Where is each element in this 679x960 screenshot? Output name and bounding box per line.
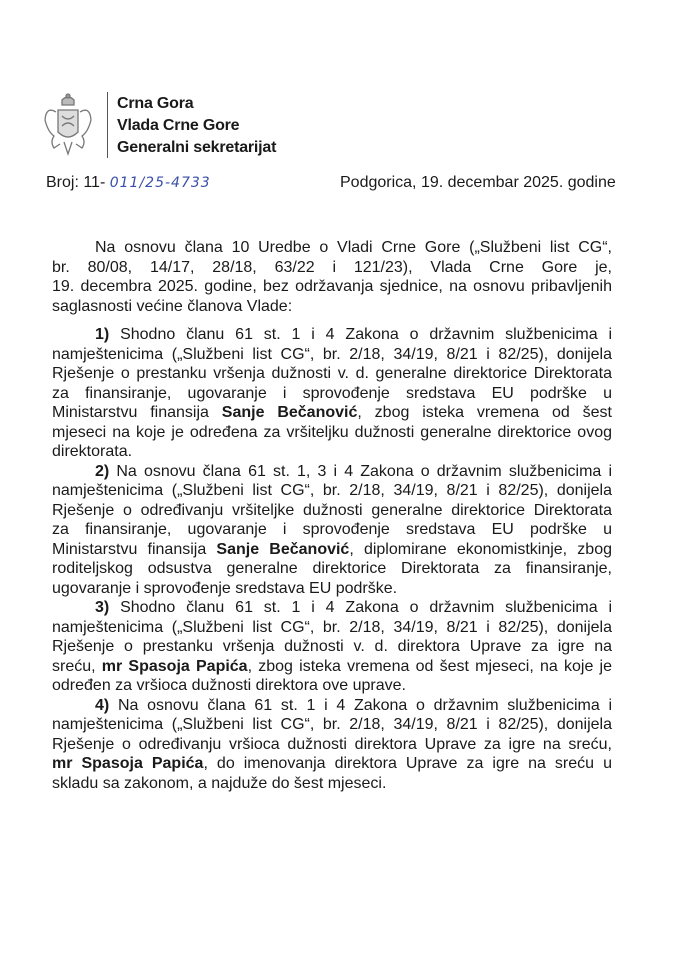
bold-text: mr Spasoja Papića bbox=[52, 755, 204, 772]
text-segment: određen za vršioca dužnosti direktora ove uprave. bbox=[52, 677, 406, 694]
text-line bbox=[52, 598, 612, 618]
bold-text: 4) bbox=[95, 696, 110, 714]
text-line bbox=[52, 579, 612, 599]
text-segment: Rješenje o prestanku vršenja dužnosti v. d. direktora Uprave za igre na bbox=[52, 638, 612, 655]
text-segment: namještenicima („Službeni list CG“, br. 2/18, 34/19, 8/21 i 82/25), donijela bbox=[52, 618, 612, 636]
text-segment: 19. decembra 2025. godine, bez održavanja sjednice, na osnovu pribavljenih bbox=[52, 278, 612, 295]
text-line bbox=[52, 403, 612, 423]
text-line bbox=[52, 325, 612, 345]
text-segment: saglasnosti većine članova Vlade: bbox=[52, 297, 293, 315]
text-line bbox=[52, 774, 612, 794]
text-line bbox=[52, 715, 612, 735]
bold-text: 1) bbox=[95, 326, 110, 343]
paragraph bbox=[52, 462, 612, 599]
text-segment: br. 80/08, 14/17, 28/18, 63/22 i 121/23), Vlada Crne Gore je, bbox=[52, 258, 612, 276]
bold-text: 3) bbox=[95, 599, 110, 616]
paragraph bbox=[52, 325, 612, 462]
text-segment: namještenicima („Službeni list CG“, br. 2/18, 34/19, 8/21 i 82/25), donijela bbox=[52, 716, 612, 733]
text-line bbox=[52, 735, 612, 755]
text-segment: Rješenje o prestanku vršenja dužnosti v. d. generalne direktorice Direktorata bbox=[52, 365, 612, 382]
text-segment: Na osnovu člana 61 st. 1 i 4 Zakona o državnim službenicima i bbox=[109, 696, 612, 714]
text-segment: roditeljskog odsustva generalne direktorice Direktorata za finansiranje, bbox=[52, 560, 612, 577]
paragraph bbox=[52, 238, 612, 316]
text-line bbox=[52, 297, 612, 317]
text-segment: za finansiranje, ugovaranje i sprovođenje sredstava EU podrške u bbox=[52, 521, 612, 538]
reference-number bbox=[46, 173, 211, 193]
place-date: Podgorica, 19. decembar 2025. godine bbox=[340, 174, 616, 191]
paragraph bbox=[52, 598, 612, 696]
text-line bbox=[52, 423, 612, 443]
text-line bbox=[52, 364, 612, 384]
text-segment: skladu sa zakonom, a najduže do šest mjeseci. bbox=[52, 774, 387, 792]
paragraph bbox=[52, 696, 612, 794]
text-line bbox=[52, 258, 612, 278]
text-line bbox=[52, 501, 612, 521]
coat-of-arms-icon bbox=[42, 92, 94, 158]
document-body bbox=[52, 238, 612, 793]
handwritten-number: 011/25-4733 bbox=[109, 175, 211, 191]
text-segment: ugovaranje i sprovođenje sredstava EU podrške. bbox=[52, 579, 398, 597]
text-line bbox=[52, 238, 612, 258]
text-segment: Rješenje o određivanju vršiteljke dužnosti generalne direktorice Direktorata bbox=[52, 501, 612, 519]
reference-label: Broj: 11- bbox=[46, 174, 106, 191]
text-segment: za finansiranje, ugovaranje i sprovođenje sredstava EU podrške u bbox=[52, 384, 612, 402]
text-segment: Shodno članu 61 st. 1 i 4 Zakona o državnim službenicima i bbox=[109, 326, 612, 343]
text-segment: namještenicima („Službeni list CG“, br. 2/18, 34/19, 8/21 i 82/25), donijela bbox=[52, 345, 612, 363]
text-line bbox=[52, 384, 612, 404]
text-segment: , zbog isteka vremena od šest bbox=[357, 404, 612, 421]
text-segment: , diplomirane ekonomistkinje, zbog bbox=[349, 540, 612, 558]
bold-text: 2) bbox=[95, 462, 110, 480]
text-segment: sreću, bbox=[52, 657, 102, 675]
header-divider bbox=[107, 92, 108, 158]
text-line bbox=[52, 657, 612, 677]
text-line bbox=[52, 559, 612, 579]
text-line bbox=[52, 540, 612, 560]
text-segment: Na osnovu člana 61 st. 1, 3 i 4 Zakona o državnim službenicima i bbox=[109, 462, 612, 480]
text-segment: mjeseci na koje je određena za vršiteljku dužnosti generalne direktorice ovog bbox=[52, 423, 612, 441]
text-segment: , do imenovanja direktora Uprave za igre na sreću u bbox=[203, 755, 612, 772]
text-segment: Ministarstvu finansija bbox=[52, 540, 217, 558]
text-line bbox=[52, 637, 612, 657]
department-name: Generalni sekretarijat bbox=[117, 139, 277, 156]
text-line bbox=[52, 442, 612, 462]
country-name: Crna Gora bbox=[117, 95, 194, 112]
text-line bbox=[52, 676, 612, 696]
text-line bbox=[52, 696, 612, 716]
text-line bbox=[52, 481, 612, 501]
bold-text: Sanje Bečanović bbox=[216, 540, 350, 558]
text-line bbox=[52, 754, 612, 774]
text-line bbox=[52, 345, 612, 365]
text-line bbox=[52, 520, 612, 540]
government-name: Vlada Crne Gore bbox=[117, 117, 240, 134]
text-segment: Rješenje o određivanju vršioca dužnosti direktora Uprave za igre na sreću, bbox=[52, 735, 612, 753]
text-segment: Na osnovu člana 10 Uredbe o Vladi Crne Gore („Službeni list CG“, bbox=[95, 239, 612, 256]
text-segment: direktorata. bbox=[52, 443, 133, 460]
text-segment: Shodno članu 61 st. 1 i 4 Zakona o državnim službenicima i bbox=[109, 599, 612, 616]
bold-text: Sanje Bečanović bbox=[221, 404, 358, 421]
text-line bbox=[52, 277, 612, 297]
text-line bbox=[52, 618, 612, 638]
bold-text: mr Spasoja Papića bbox=[101, 657, 248, 675]
text-segment: , zbog isteka vremena od šest mjeseci, na koje je bbox=[247, 657, 613, 675]
text-line bbox=[52, 462, 612, 482]
text-segment: namještenicima („Službeni list CG“, br. 2/18, 34/19, 8/21 i 82/25), donijela bbox=[52, 482, 612, 499]
text-segment: Ministarstvu finansija bbox=[52, 404, 222, 421]
